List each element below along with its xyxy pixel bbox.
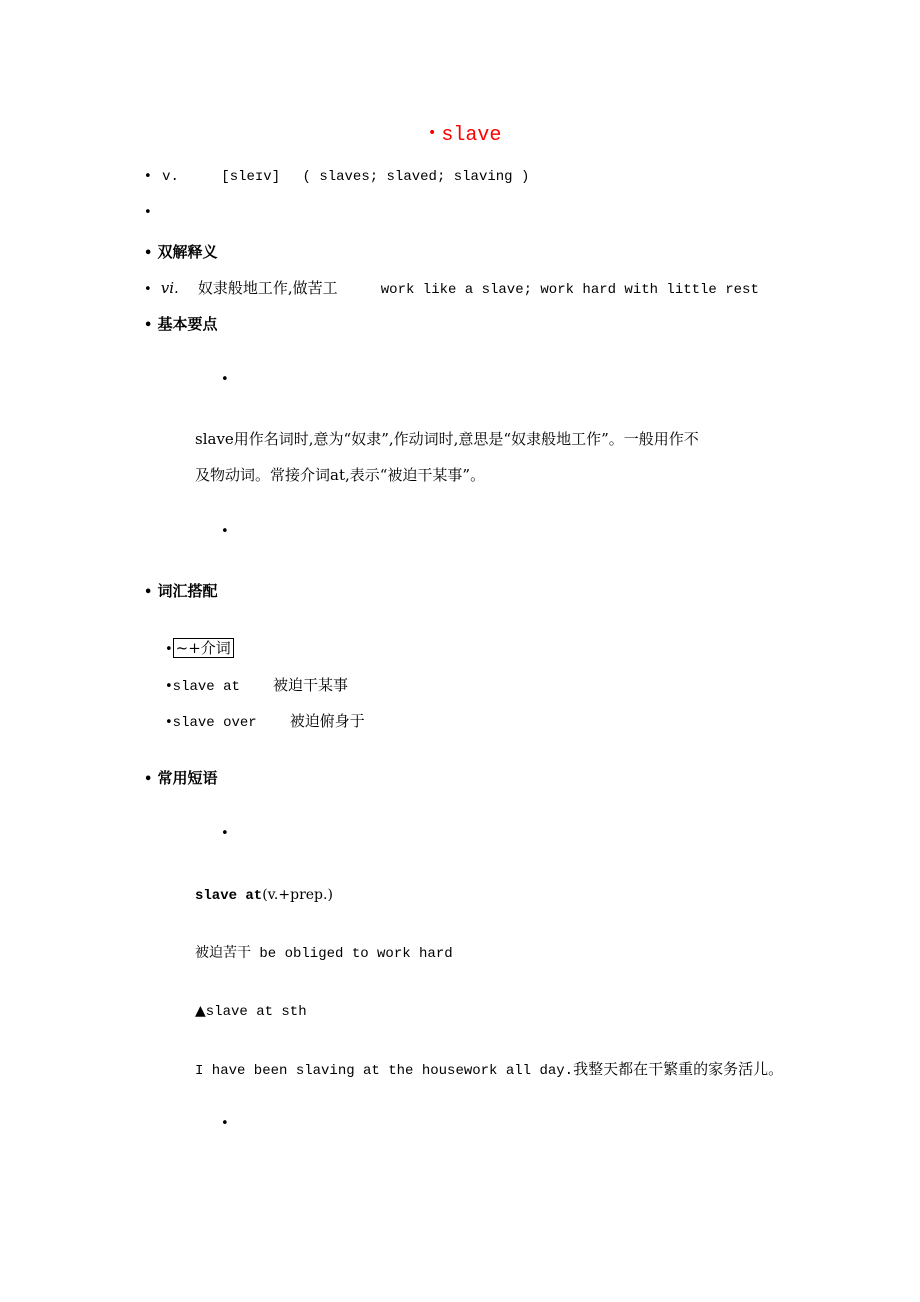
title-bullet: •	[428, 125, 437, 141]
pronunciation-line: • v. [sleɪv] ( slaves; slaved; slaving )	[144, 169, 530, 185]
collocation-en: slave at	[172, 679, 240, 695]
collocation-item: •slave at 被迫干某事	[165, 676, 348, 695]
section-heading: 基本要点	[157, 315, 218, 333]
section-double-def: • 双解释义	[144, 243, 218, 261]
part-of-speech: v.	[162, 169, 179, 185]
collocation-en: slave over	[172, 715, 257, 731]
definition-cn: 奴隶般地工作,做苦工	[197, 279, 338, 297]
phrase-head	[195, 884, 333, 904]
triangle-icon: ▲	[195, 1003, 206, 1019]
word-forms: ( slaves; slaved; slaving )	[302, 169, 530, 185]
collocation-cn: 被迫俯身于	[289, 712, 365, 730]
section-basics: • 基本要点	[144, 315, 218, 333]
section-heading: 双解释义	[157, 243, 218, 261]
empty-bullet: •	[221, 524, 229, 539]
collocation-item: • ~+介词	[165, 637, 234, 658]
empty-bullet: •	[221, 826, 229, 841]
collocation-cn: 被迫干某事	[272, 676, 348, 694]
phrase-pattern	[195, 1000, 307, 1020]
definition-en: work like a slave; work hard with little rest	[380, 282, 759, 298]
phrase-head-pos: (v.+prep.)	[262, 887, 333, 903]
section-heading: 词汇搭配	[157, 582, 218, 600]
example-cn: 我整天都在干繁重的家务活儿。	[573, 1060, 784, 1078]
phrase-meaning: 被迫苦干 be obliged to work hard	[195, 946, 453, 962]
phrase-pattern-text: slave at sth	[205, 1004, 307, 1020]
collocation-item: •slave over 被迫俯身于	[165, 712, 365, 731]
basics-text-line-2: 及物动词。常接介词at,表示“被迫干某事”。	[195, 466, 486, 484]
section-phrases: • 常用短语	[144, 769, 218, 787]
entry-title	[428, 124, 501, 147]
definition-line: • vi. 奴隶般地工作,做苦工 work like a slave; work hard with little rest	[144, 279, 759, 298]
empty-bullet: •	[221, 1116, 229, 1131]
basics-text-line-1: slave用作名词时,意为“奴隶”,作动词时,意思是“奴隶般地工作”。一般用作不	[195, 430, 699, 448]
phrase-head-text: slave at	[195, 888, 263, 904]
section-heading: 常用短语	[157, 769, 218, 787]
empty-bullet: •	[144, 205, 152, 220]
empty-bullet: •	[221, 372, 229, 387]
section-collocations: • 词汇搭配	[144, 582, 218, 600]
definition-pos: vi.	[160, 279, 179, 297]
collocation-label-boxed: ~+介词	[173, 638, 234, 658]
phrase-example	[195, 1058, 783, 1079]
headword: slave	[441, 124, 502, 147]
phonetic: [sleɪv]	[221, 169, 281, 185]
example-en: I have been slaving at the housework all day.	[195, 1063, 574, 1079]
